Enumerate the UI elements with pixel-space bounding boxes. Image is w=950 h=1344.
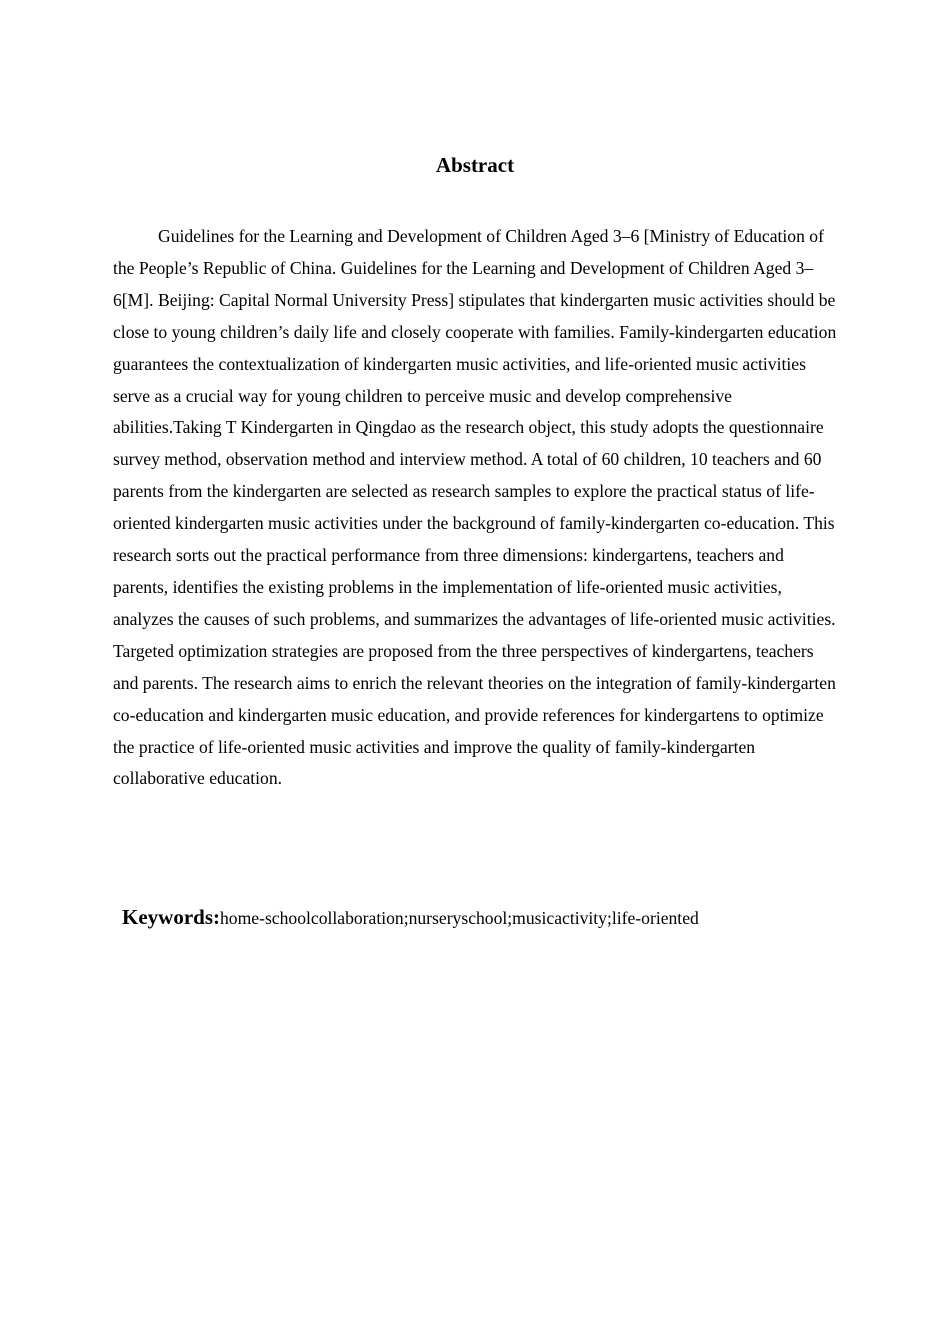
keywords-line bbox=[122, 901, 882, 936]
abstract-body: Guidelines for the Learning and Development of Children Aged 3–6 [Ministry of Education of the People’s Republic of China. Guidelines for the Learning and Development of Children Aged 3–6[M]. Beijing: Capital Normal University Press] stipulates that kindergarten music activities should be close to young children’s daily life and closely cooperate with families. Family-kindergarten education guarantees the contextualization of kindergarten music activities, and life-oriented music activities serve as a crucial way for young children to perceive music and develop comprehensive abilities.Taking T Kindergarten in Qingdao as the research object, this study adopts the questionnaire survey method, observation method and interview method. A total of 60 children, 10 teachers and 60 parents from the kindergarten are selected as research samples to explore the practical status of life-oriented kindergarten music activities under the background of family-kindergarten co-education. This research sorts out the practical performance from three dimensions: kindergartens, teachers and parents, identifies the existing problems in the implementation of life-oriented music activities, analyzes the causes of such problems, and summarizes the advantages of life-oriented music activities. Targeted optimization strategies are proposed from the three perspectives of kindergartens, teachers and parents. The research aims to enrich the relevant theories on the integration of family-kindergarten co-education and kindergarten music education, and provide references for kindergartens to optimize the practice of life-oriented music activities and improve the quality of family-kindergarten collaborative education. bbox=[113, 226, 837, 789]
keywords-value: home-schoolcollaboration;nurseryschool;musicactivity;life-oriented bbox=[220, 908, 699, 928]
abstract-title: Abstract bbox=[435, 153, 515, 177]
keywords-label: Keywords: bbox=[122, 905, 220, 929]
